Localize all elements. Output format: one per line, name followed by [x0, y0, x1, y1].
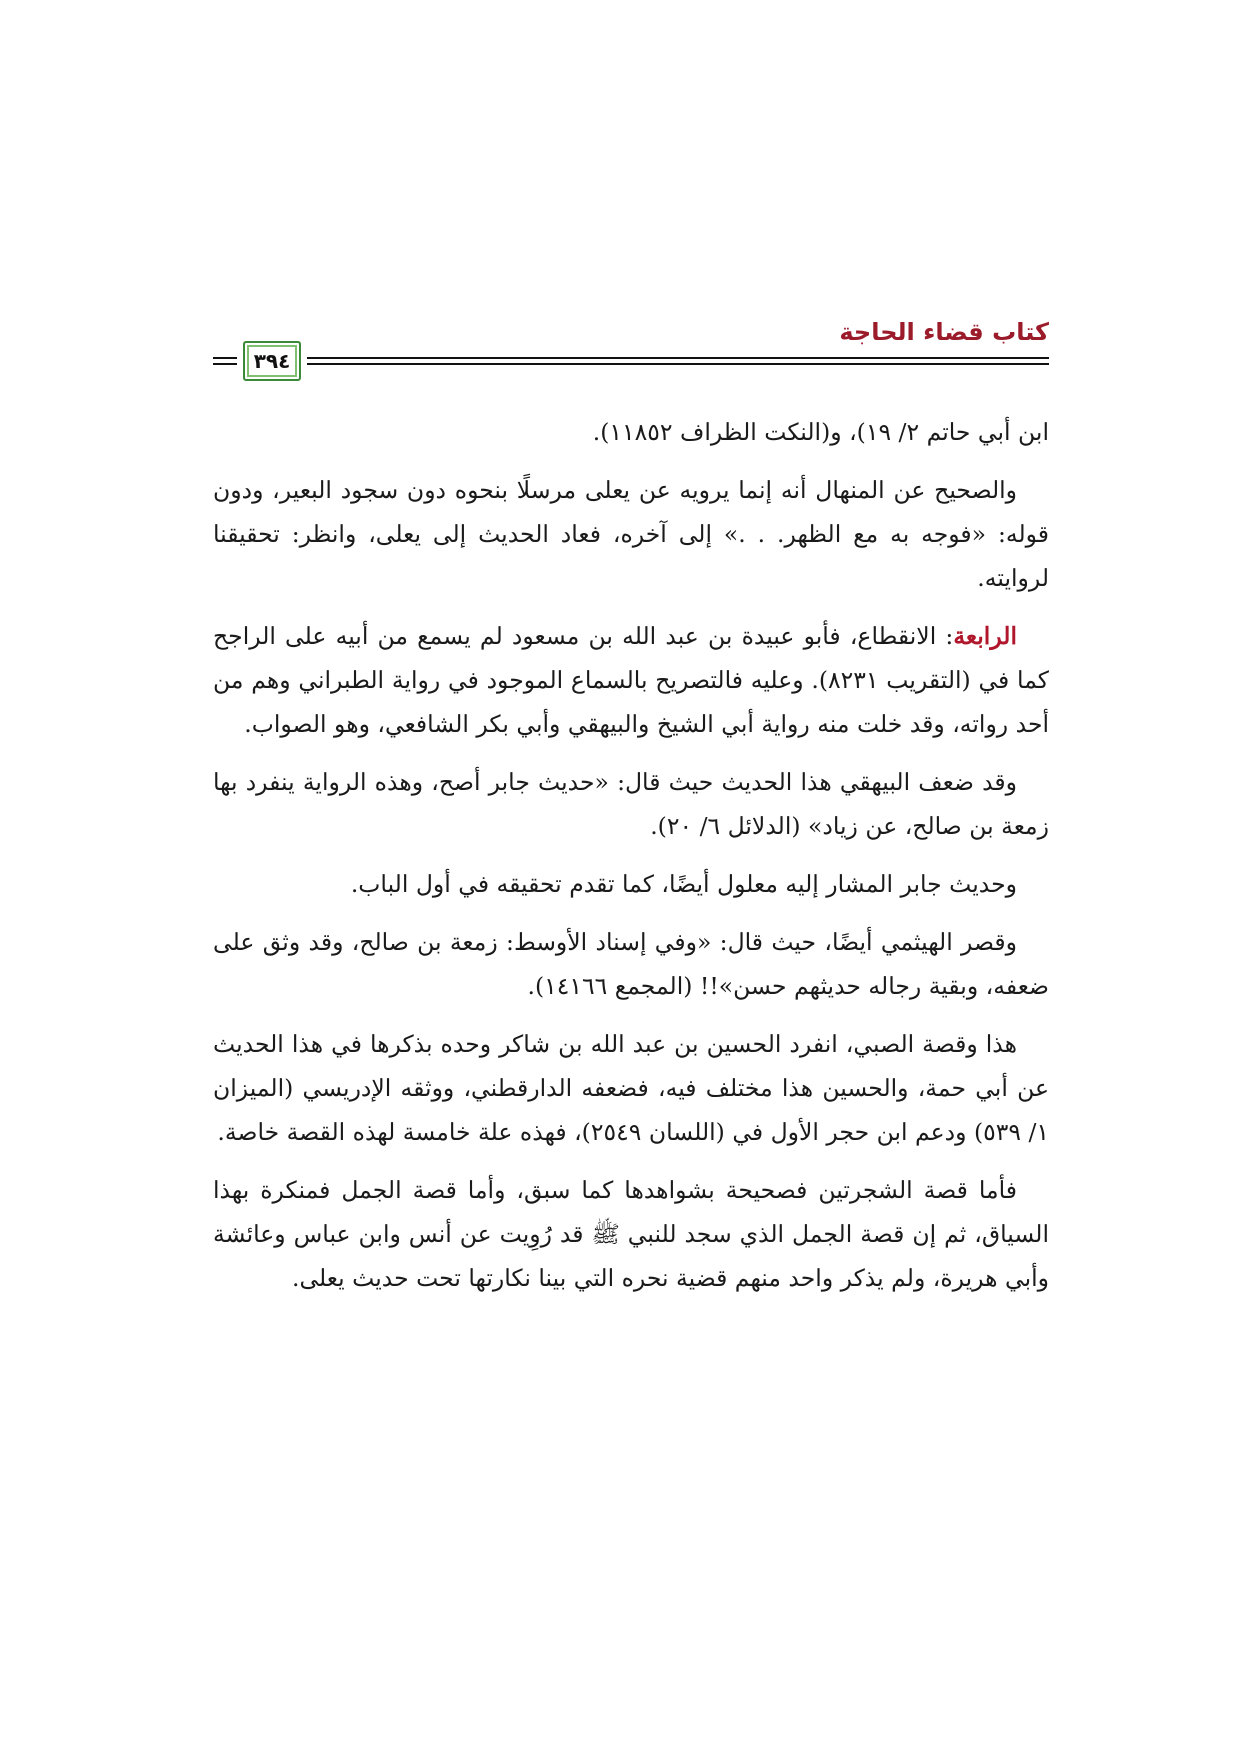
section-label: الرابعة [953, 622, 1017, 650]
header-rule-left-bottom [213, 363, 237, 365]
page-number-frame [243, 341, 301, 381]
page-number: ٣٩٤ [253, 349, 291, 373]
paragraph-5: وحديث جابر المشار إليه معلول أيضًا، كما تقدم تحقيقه في أول الباب. [350, 870, 1017, 898]
paragraph-6: وقصر الهيثمي أيضًا، حيث قال: «وفي إسناد الأوسط: زمعة بن صالح، وقد وثق على ضعفه، وبقية رجاله حديثهم حسن»!! (المجمع ١٤١٦٦). [213, 928, 1049, 1000]
paragraph-8: فأما قصة الشجرتين فصحيحة بشواهدها كما سبق، وأما قصة الجمل فمنكرة بهذا السياق، ثم إن قصة الجمل الذي سجد للنبي ﷺ قد رُوِيت عن أنس وابن عباس وعائشة وأبي هريرة، ولم يذكر واحد منهم قضية نحره التي بينا نكارتها تحت حديث يعلى. [213, 1176, 1049, 1292]
header-rule-left-top [213, 357, 237, 359]
paragraph-3-text: : الانقطاع، فأبو عبيدة بن عبد الله بن مسعود لم يسمع من أبيه على الراجح كما في (التقريب ٨٢٣١). وعليه فالتصريح بالسماع الموجود في رواية الطبراني وهم من أحد رواته، وقد خلت منه رواية أبي الشيخ والبيهقي وأبي بكر الشافعي، وهو الصواب. [213, 622, 1049, 738]
paragraph-1: ابن أبي حاتم ٢/ ١٩)، و(النكت الظراف ١١٨٥٢). [592, 418, 1049, 446]
header-rule-bottom [213, 363, 1049, 365]
paragraph-3 [213, 614, 1049, 746]
page-body [213, 410, 1049, 1314]
paragraph-7: هذا وقصة الصبي، انفرد الحسين بن عبد الله بن شاكر وحده بذكرها في هذا الحديث عن أبي حمة، والحسين هذا مختلف فيه، فضعفه الدارقطني، ووثقه الإدريسي (الميزان ١/ ٥٣٩) ودعم ابن حجر الأول في (اللسان ٢٥٤٩)، فهذه علة خامسة لهذه القصة خاصة. [213, 1030, 1049, 1146]
book-title: كتاب قضاء الحاجة [839, 318, 1049, 346]
paragraph-2: والصحيح عن المنهال أنه إنما يرويه عن يعلى مرسلًا بنحوه دون سجود البعير، ودون قوله: «فوجه به مع الظهر. . .» إلى آخره، فعاد الحديث إلى يعلى، وانظر: تحقيقنا لروايته. [213, 476, 1049, 592]
header-rule-top [213, 357, 1049, 359]
paragraph-4: وقد ضعف البيهقي هذا الحديث حيث قال: «حديث جابر أصح، وهذه الرواية ينفرد بها زمعة بن صالح، عن زياد» (الدلائل ٦/ ٢٠). [213, 768, 1049, 840]
page-header [213, 318, 1049, 390]
